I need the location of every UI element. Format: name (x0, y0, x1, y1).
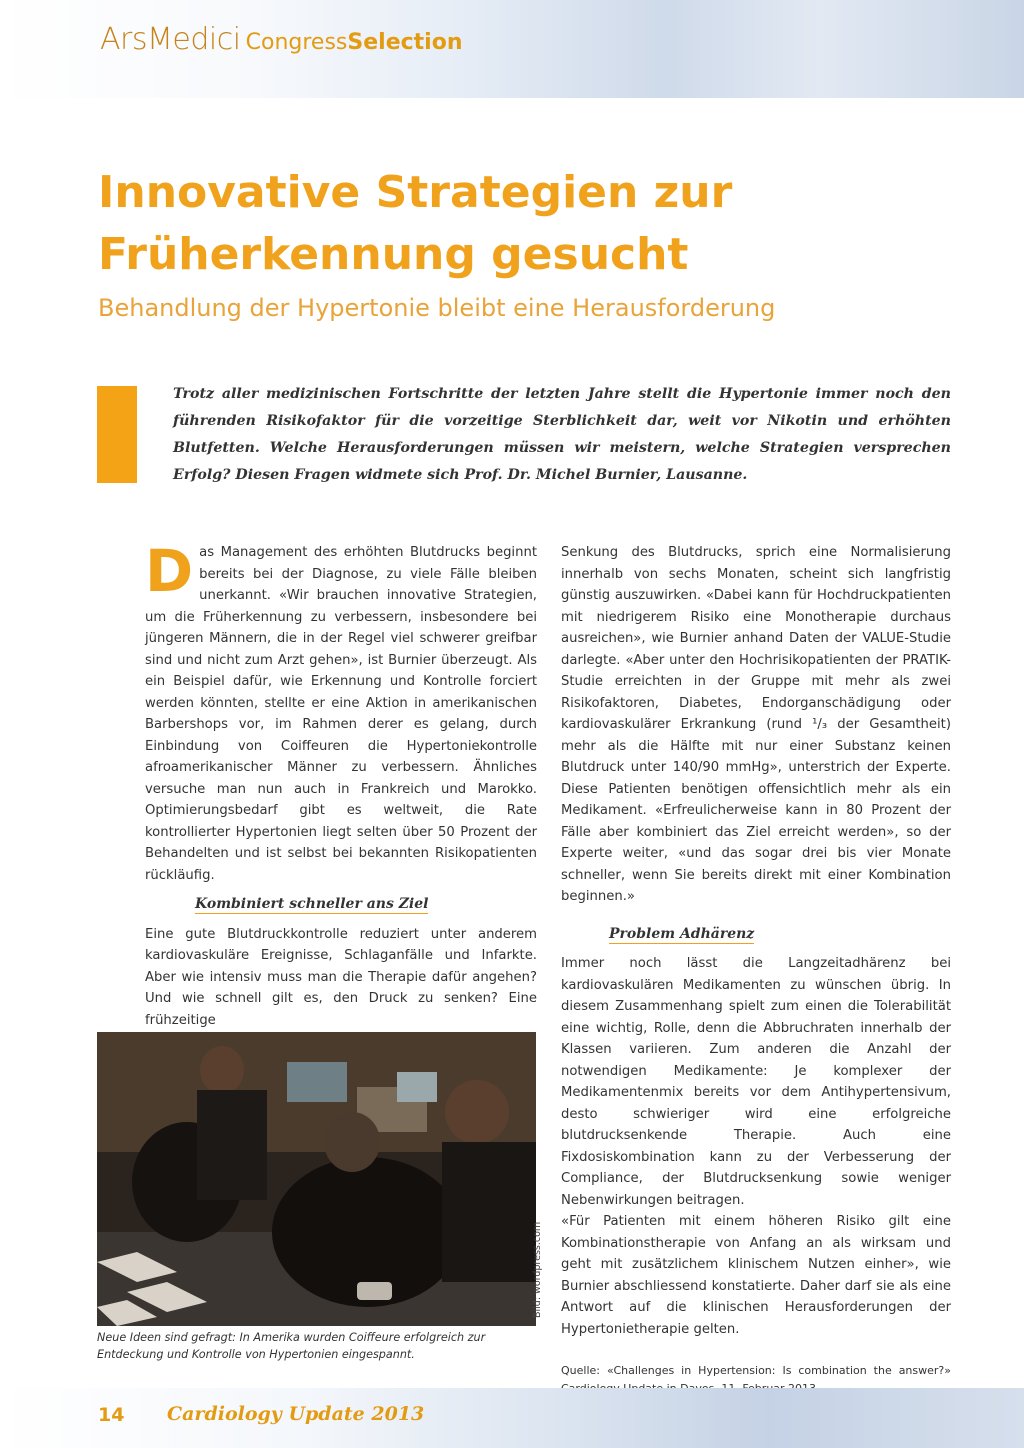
paragraph-intro-text: as Management des erhöhten Blutdrucks beginnt bereits bei der Diagnose, zu viele Fälle bleiben unerkannt. «Wir brauchen innovative Strategien, um die Früherkennung zu verbessern, insbesondere bei jüngeren Männern, die in der Regel viel schwerer greifbar sind und nicht zum Arzt gehen», ist Burnier überzeugt. Als ein Beispiel dafür, wie Erkennung und Kontrolle forciert werden könnten, stellte er eine Aktion in amerikanischen Barbershops vor, im Rahmen derer es gelang, durch Einbindung von Coiffeuren die Hypertoniekontrolle afroamerikanischer Männer zu verbessern. Ähnliches versuche man nun auch in Frankreich und Marokko. Optimierungsbedarf gibt es weltweit, die Rate kontrollierter Hypertonien liegt selten über 50 Prozent der Behandelten und ist selbst bei bekannten Risikopatienten rückläufig. (145, 545, 537, 883)
article-title: Innovative Strategien zur Früherkennung gesucht (98, 167, 733, 280)
subheading-adherence (561, 924, 951, 946)
paragraph-bp-lowering: Senkung des Blutdrucks, sprich eine Normalisierung innerhalb von sechs Monaten, scheint sich langfristig günstig auszuwirken. «Dabei kann für Hochdruckpatienten mit niedrigerem Risiko eine Monotherapie durchaus ausreichen», wie Burnier anhand Daten der VALUE-Studie darlegte. «Aber unter den Hochrisikopatienten der PRATIK-Studie erreichten in der Gruppe mit mehr als zwei Risikofaktoren, Diabetes, Endorganschädigung oder kardiovaskulärer Erkrankung (rund ¹/₃ der Gesamtheit) mehr als die Hälfte mit nur einer Substanz keinen Blutdruck unter 140/90 mmHg», unterstrich der Experte. Diese Patienten benötigen offensichtlich mehr als ein Medikament. «Erfreulicherweise kann in 80 Prozent der Fälle aber kombiniert das Ziel erreicht werden», so der Experte weiter, «und das sogar drei bis vier Monate schneller, wenn Sie bereits direkt mit einer Kombination beginnen.» (561, 545, 951, 904)
publication-title: Cardiology Update 2013 (167, 1403, 425, 1425)
subheading-combination (145, 894, 537, 916)
selection-label: Selection (347, 30, 463, 55)
congress-label: Congress (245, 30, 348, 55)
barbershop-photo (97, 1032, 536, 1326)
subheading-combination-text: Kombiniert schneller ans Ziel (195, 896, 429, 912)
photo-caption: Neue Ideen sind gefragt: In Amerika wurden Coiffeure erfolgreich zur Entdeckung und Kontrolle von Hypertonien eingespannt. (97, 1331, 486, 1361)
lead-accent-bar (97, 386, 137, 483)
barbershop-photo-illustration (97, 1032, 536, 1326)
column-right (561, 542, 951, 1398)
paragraph-conclusion: «Für Patienten mit einem höheren Risiko gilt eine Kombinationstherapie von Anfang an als wirksam und geht mit zusätzlichem klinischem Nutzen einher», wie Burnier abschliessend konstatierte. Daher darf sie als eine Antwort auf die klinischen Herausforderungen der Hypertonietherapie gelten. (561, 1214, 951, 1337)
brand-name: ArsMedici (100, 22, 241, 57)
page-number: 14 (98, 1404, 125, 1426)
footer-band (0, 1388, 1024, 1448)
subheading-adherence-text: Problem Adhärenz (609, 925, 755, 942)
paragraph-adherence: Immer noch lässt die Langzeitadhärenz bei kardiovaskulären Medikamenten zu wünschen übrig. In diesem Zusammenhang spielt zum einen die Tolerabilität eine wichtig, Rolle, denn die Abbruchraten innerhalb der Klassen variieren. Zum anderen die Anzahl der notwendigen Medikamente: Je komplexer der Medikamentenmix bereits vor dem Antihypertensivum, desto schwieriger wird eine erfolgreiche blutdrucksenkende Therapie. Auch eine Fixdosiskombination kann zu der Verbesserung der Compliance, der Blutdrucksenkung sowie weniger Nebenwirkungen beitragen. (561, 956, 951, 1208)
lead-paragraph: Trotz aller medizinischen Fortschritte der letzten Jahre stellt die Hypertonie immer noch den führenden Risikofaktor für die vorzeitige Sterblichkeit dar, weit vor Nikotin und erhöhten Blutfetten. Welche Herausforderungen müssen wir meistern, welche Strategien versprechen Erfolg? Diesen Fragen widmete sich Prof. Dr. Michel Burnier, Lausanne. (173, 386, 951, 483)
drop-cap: D (145, 537, 194, 605)
photo-credit: Bild: wordpress.com (532, 1221, 543, 1318)
column-left (145, 537, 537, 1031)
source-note: Quelle: «Challenges in Hypertension: Is combination the answer?» (561, 1364, 951, 1377)
paragraph-bp-control: Eine gute Blutdruckkontrolle reduziert unter anderem kardiovaskuläre Ereignisse, Schlaganfälle und Infarkte. Aber wie intensiv muss man die Therapie dafür angehen? Und wie schnell gilt es, den Druck zu senken? Eine frühzeitige (145, 926, 537, 1028)
article-subtitle: Behandlung der Hypertonie bleibt eine Herausforderung (98, 294, 776, 322)
logo (100, 22, 463, 57)
paragraph-intro (145, 537, 537, 886)
